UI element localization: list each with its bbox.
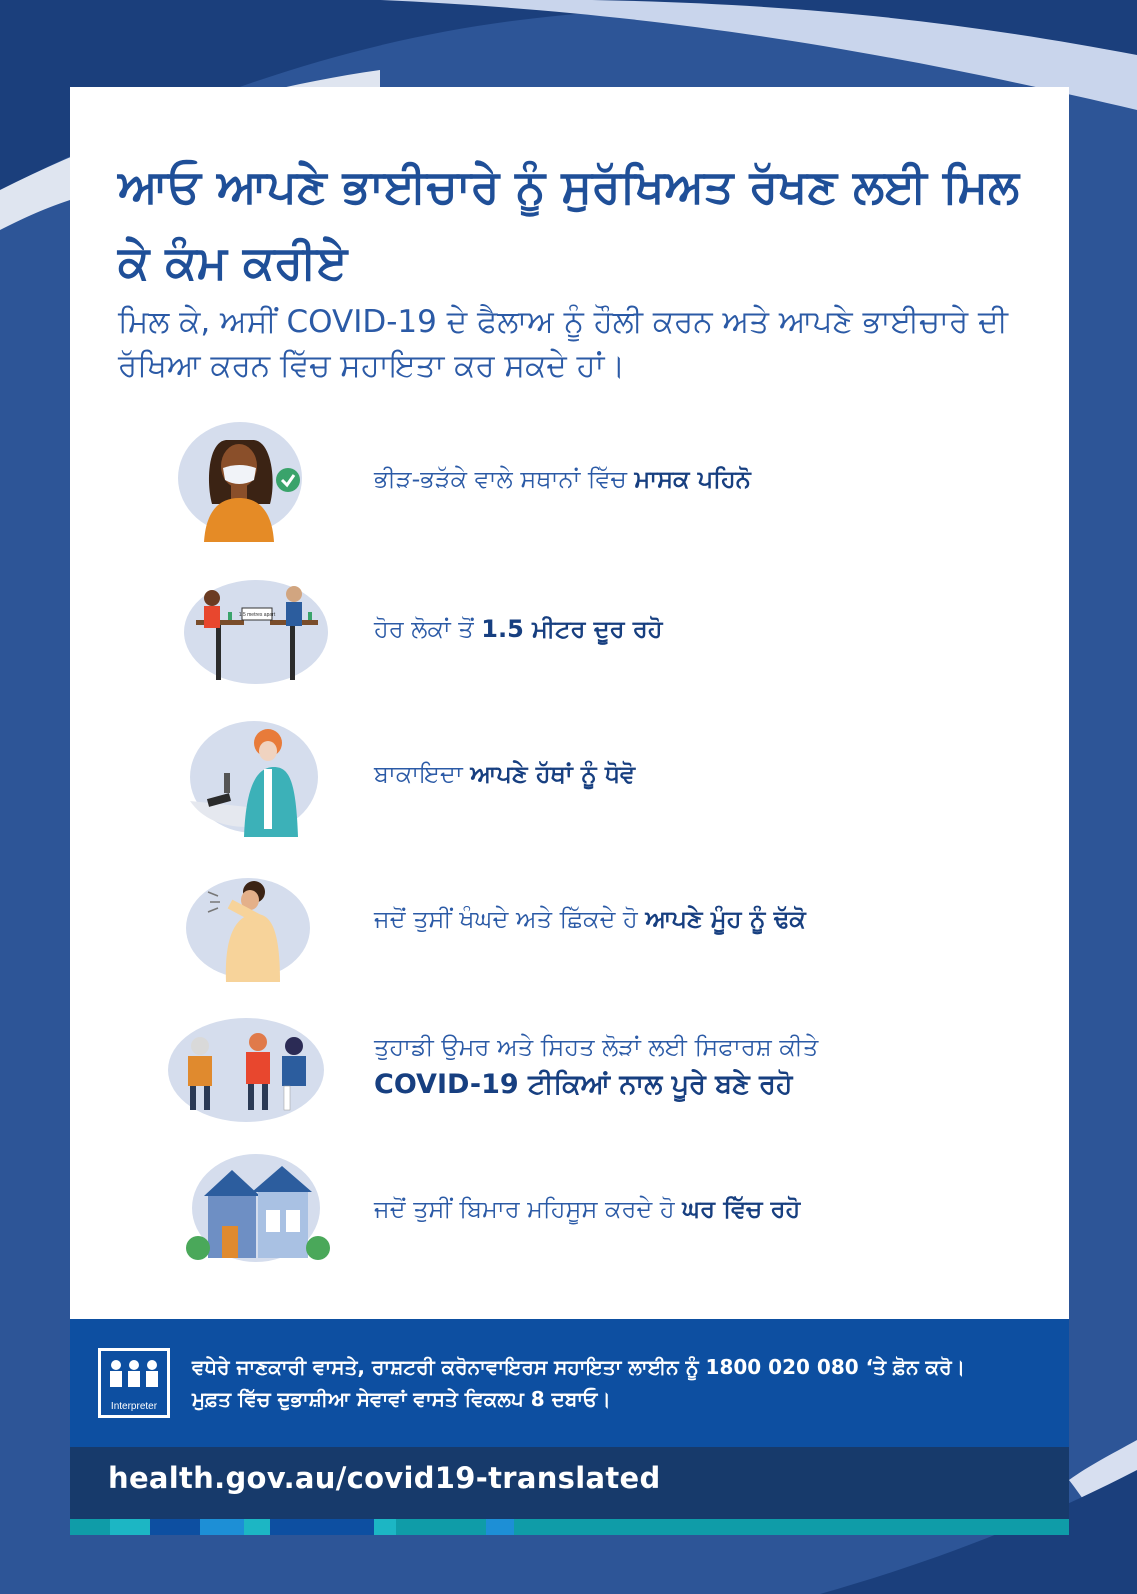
subtitle: ਮਿਲ ਕੇ, ਅਸੀਂ COVID-19 ਦੇ ਫੈਲਾਅ ਨੂੰ ਹੌਲੀ ਕਰਨ ਅਤੇ ਆਪਣੇ ਭਾਈਚਾਰੇ ਦੀ ਰੱਖਿਆ ਕਰਨ ਵਿੱਚ ਸਹਾਇਤਾ ਕਰ ਸਕਦੇ ਹਾਂ। [118,304,1008,384]
vaccine-line1: ਤੁਹਾਡੀ ਉਮਰ ਅਤੇ ਸਿਹਤ ਲੋੜਾਂ ਲਈ ਸਿਫਾਰਸ਼ ਕੀਤੇ [374,1033,819,1061]
distance-sign-text: 1.5 metres apart [238,612,276,618]
house-icon [168,1152,338,1272]
tip-row-distance [168,572,1028,692]
interpreter-label: Interpreter [110,1401,158,1412]
stripe-segment [374,1519,396,1535]
helpline-line1: ਵਧੇਰੇ ਜਾਣਕਾਰੀ ਵਾਸਤੇ, ਰਾਸ਼ਟਰੀ ਕਰੋਨਾਵਾਇਰਸ ਸਹਾਇਤਾ ਲਾਈਨ ਨੂੰ 1800 020 080 ‘ਤੇ ਫ਼ੋਨ ਕਰੋ। [192,1355,966,1379]
stripe-segment [486,1519,514,1535]
tip-row-house [168,1152,1028,1272]
mask-icon [168,422,338,542]
stripe-segment [294,1519,374,1535]
stripe-segment [200,1519,244,1535]
tip-row-cough [168,862,1028,982]
people-icon [101,1355,167,1399]
tip-text-distance: ਹੋਰ ਲੋਕਾਂ ਤੋਂ 1.5 ਮੀਟਰ ਦੂਰ ਰਹੋ [374,615,663,643]
handwash-icon [168,717,338,837]
url-bar [70,1447,1069,1519]
color-stripe [70,1519,1069,1535]
tip-text-cough: ਜਦੋਂ ਤੁਸੀਂ ਖੰਘਦੇ ਅਤੇ ਛਿੱਕਦੇ ਹੋ ਆਪਣੇ ਮੂੰਹ ਨੂੰ ਢੱਕੋ [374,905,806,933]
tip-row-handwash [168,717,1028,837]
stripe-segment [396,1519,486,1535]
tip-text-handwash: ਬਾਕਾਇਦਾ ਆਪਣੇ ਹੱਥਾਂ ਨੂੰ ਧੋਵੋ [374,760,636,788]
tip-text-house: ਜਦੋਂ ਤੁਸੀਂ ਬਿਮਾਰ ਮਹਿਸੂਸ ਕਰਦੇ ਹੋ ਘਰ ਵਿੱਚ ਰਹੋ [374,1195,801,1223]
stripe-segment [544,1519,1069,1535]
stripe-segment [150,1519,200,1535]
stripe-segment [70,1519,110,1535]
vaccine-icon [168,1016,338,1136]
tip-text-mask: ਭੀੜ-ਭੜੱਕੇ ਵਾਲੇ ਸਥਾਨਾਂ ਵਿੱਚ ਮਾਸਕ ਪਹਿਨੋ [374,465,751,493]
vaccine-line2: COVID-19 ਟੀਕਿਆਂ ਨਾਲ ਪੂਰੇ ਬਣੇ ਰਹੋ [374,1069,793,1100]
helpline-footer [70,1319,1069,1447]
stripe-segment [270,1519,294,1535]
stripe-segment [244,1519,270,1535]
page-title: ਆਓ ਆਪਣੇ ਭਾਈਚਾਰੇ ਨੂੰ ਸੁਰੱਖਿਅਤ ਰੱਖਣ ਲਈ ਮਿਲ ਕੇ ਕੰਮ ਕਰੀਏ [118,159,1020,289]
distance-icon [168,572,338,692]
helpline-text [192,1351,1052,1415]
interpreter-icon [98,1348,170,1418]
stripe-segment [110,1519,150,1535]
tip-row-mask [168,422,1028,542]
stripe-segment [514,1519,544,1535]
helpline-line2: ਮੁਫ਼ਤ ਵਿੱਚ ਦੁਭਾਸ਼ੀਆ ਸੇਵਾਵਾਂ ਵਾਸਤੇ ਵਿਕਲਪ 8 ਦਬਾਓ। [192,1387,611,1411]
tip-row-vaccine [168,1016,1028,1136]
cough-icon [168,862,338,982]
tip-text-vaccine [374,1028,1014,1104]
website-link[interactable]: health.gov.au/covid19-translated [108,1461,661,1495]
